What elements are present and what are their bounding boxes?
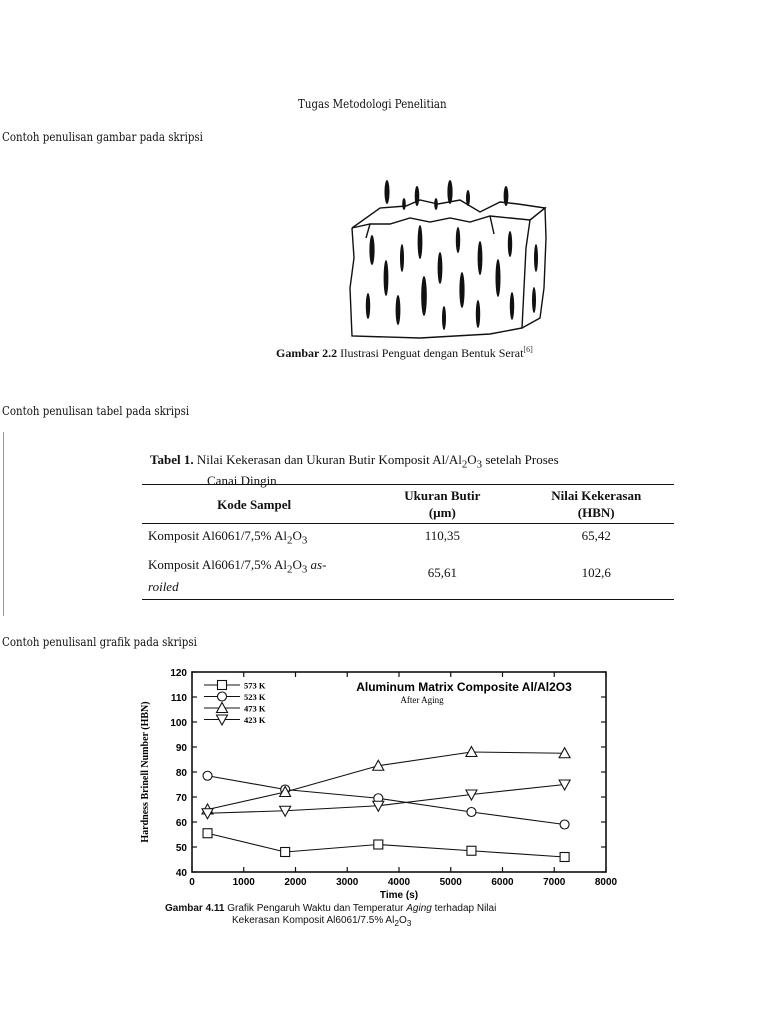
margin-rule: [3, 432, 4, 616]
cell-ukuran: 65,61: [366, 553, 518, 600]
image-caption: [276, 345, 533, 361]
image-caption-text: Ilustrasi Penguat dengan Bentuk Serat: [340, 346, 524, 360]
data-point: [374, 840, 383, 849]
legend-label: 423 K: [244, 715, 266, 725]
y-tick-label: 50: [175, 843, 187, 854]
cell-nilai: 102,6: [518, 553, 674, 600]
legend-label: 473 K: [244, 703, 266, 714]
hardness-chart-svg: [134, 664, 634, 900]
cell-nilai: 65,42: [581, 528, 611, 543]
legend-label: 523 K: [244, 692, 266, 702]
x-tick-label: 4000: [387, 877, 411, 888]
x-tick-label: 1000: [232, 877, 255, 888]
data-point: [466, 747, 477, 757]
legend-marker: [218, 692, 227, 701]
chart-caption-continuation: Kekerasan Komposit Al6061/7.5% $Al_2O_3$: [232, 915, 412, 928]
chart-title: Aluminum Matrix Composite Al/Al2O3: [356, 680, 572, 694]
table-row: [142, 524, 674, 553]
cell-kode: Komposit Al6061/7,5% $Al_2O_3$: [148, 528, 308, 547]
data-point: [467, 846, 476, 855]
data-point: [467, 808, 476, 817]
document-header-title: Tugas Metodologi Penelitian: [298, 96, 447, 111]
x-tick-label: 5000: [439, 877, 462, 888]
chart-caption-label: Gambar 4.11: [165, 903, 225, 914]
table-caption-label: Tabel 1.: [150, 452, 194, 467]
y-tick-label: 60: [175, 818, 187, 829]
chart-section-intro: Contoh penulisanl grafik pada skripsi: [2, 634, 197, 649]
cell-kode: Komposit Al6061/7,5% $Al_2O_3$ as- roiled: [142, 553, 366, 600]
chart-subtitle: After Aging: [400, 695, 444, 705]
x-tick-label: 6000: [491, 877, 514, 888]
x-tick-label: 7000: [543, 877, 566, 888]
data-point: [281, 848, 290, 857]
data-point: [560, 820, 569, 829]
y-tick-label: 90: [175, 743, 187, 754]
series-line-573-K: [208, 833, 565, 857]
plot-frame: [192, 672, 606, 872]
y-tick-label: 80: [175, 768, 187, 779]
column-header-nilai: Nilai Kekerasan (HBN): [518, 485, 674, 524]
x-tick-label: 0: [189, 877, 195, 888]
chart-caption: Gambar 4.11 Grafik Pengaruh Waktu dan Temperatur Aging terhadap Nilai Kekerasan Komposit Al6061/7.5% $Al_2O_3$: [165, 903, 625, 929]
table-caption-continuation: Canai Dingin: [207, 472, 277, 488]
x-axis-label: Time (s): [379, 890, 419, 900]
x-tick-label: 3000: [336, 877, 359, 888]
y-tick-label: 100: [170, 718, 187, 729]
table-row: [142, 553, 674, 600]
image-caption-label: Gambar 2.2: [276, 346, 338, 360]
column-header-ukuran: Ukuran Butir (µm): [366, 485, 518, 524]
x-tick-label: 2000: [284, 877, 307, 888]
fiber-reinforcement-illustration: [340, 178, 552, 343]
table-section-intro: Contoh penulisan tabel pada skripsi: [2, 403, 190, 418]
column-header-kode: Kode Sampel: [142, 485, 366, 524]
data-point: [560, 853, 569, 862]
cell-ukuran: 110,35: [424, 528, 460, 543]
hardness-chart: [134, 664, 634, 905]
y-tick-label: 120: [170, 668, 187, 679]
y-tick-label: 40: [175, 868, 187, 879]
image-caption-reference: [6]: [523, 345, 533, 354]
data-point: [203, 829, 212, 838]
hardness-grain-size-table: [142, 484, 674, 600]
series-line-523-K: [208, 776, 565, 825]
y-tick-label: 70: [175, 793, 187, 804]
y-tick-label: 110: [170, 693, 187, 704]
legend-label: 573 K: [244, 680, 266, 691]
legend-marker: [218, 681, 227, 690]
image-section-intro: Contoh penulisan gambar pada skripsi: [2, 129, 203, 144]
data-point: [203, 771, 212, 780]
table-caption-text: Nilai Kekerasan dan Ukuran Butir Komposit $Al/Al_2O_3$ setelah Proses: [196, 452, 559, 471]
series-line-473-K: [208, 752, 565, 810]
y-axis-label: Hardness Brinell Number (HBN): [140, 701, 151, 843]
x-tick-label: 8000: [594, 877, 618, 888]
